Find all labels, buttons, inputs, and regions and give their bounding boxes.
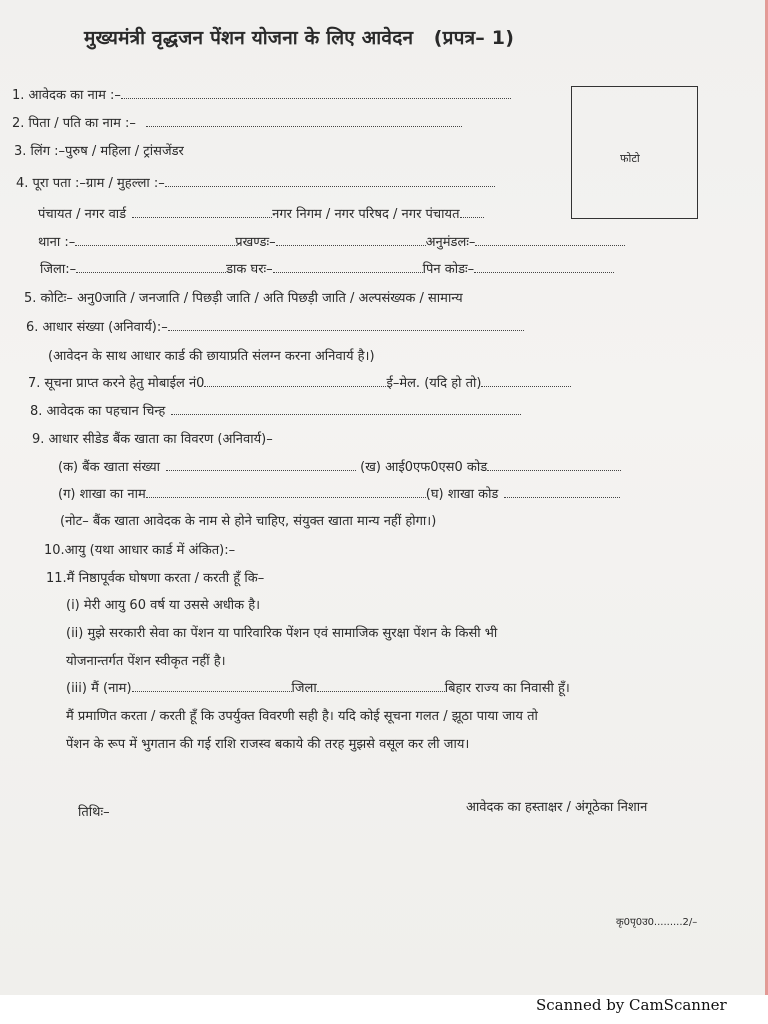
declaration-ii-cont: योजनान्तर्गत पेंशन स्वीकृत नहीं है। xyxy=(66,654,226,669)
field-identification-mark: 8. आवेदक का पहचान चिन्ह xyxy=(30,404,521,420)
field-mobile: 7. सूचना प्राप्त करने हेतु मोबाईल नं0 ई–मेल. (यदि हो तो) xyxy=(28,376,571,392)
field-category: 5. कोटिः– अनु0जाति / जनजाति / पिछड़ी जाति / अति पिछड़ी जाति / अल्पसंख्यक / सामान्य xyxy=(24,291,463,306)
aadhaar-note: (आवेदन के साथ आधार कार्ड की छायाप्रति संलग्न करना अनिवार्य है।) xyxy=(48,349,375,364)
signature-field: आवेदक का हस्ताक्षर / अंगूठेका निशान xyxy=(466,800,648,815)
form-number: (प्रपत्र– 1) xyxy=(433,27,515,49)
page-reference: कृ0पृ0उ0.........2/– xyxy=(616,917,698,928)
declaration-ii: (ii) मुझे सरकारी सेवा का पेंशन या पारिवारिक पेंशन एवं सामाजिक सुरक्षा पेंशन के किसी भी xyxy=(66,626,498,641)
field-district: जिला:– डाक घरः– पिन कोडः– xyxy=(40,262,614,278)
photo-label: फोटो xyxy=(620,152,640,165)
declaration-i: (i) मेरी आयु 60 वर्ष या उससे अधीक है। xyxy=(66,598,261,613)
field-applicant-name: 1. आवेदक का नाम :– xyxy=(12,88,511,104)
date-field: तिथिः– xyxy=(78,805,110,820)
field-age: 10.आयु (यथा आधार कार्ड में अंकित):– xyxy=(44,543,236,558)
field-gender: 3. लिंग :–पुरुष / महिला / ट्रांसजेंडर xyxy=(14,144,184,159)
scanner-watermark: Scanned by CamScanner xyxy=(536,996,727,1014)
certification-line-2: पेंशन के रूप में भुगतान की गई राशि राजस्व बकाये की तरह मुझसे वसूल कर ली जाय। xyxy=(66,737,470,752)
field-thana: थाना :– प्रखण्डः– अनुमंडलः– xyxy=(38,235,625,251)
certification-line-1: मैं प्रमाणित करता / करती हूँ कि उपर्युक्त विवरणी सही है। यदि कोई सूचना गलत / झूठा पाया जाय तो xyxy=(66,709,538,724)
field-address: 4. पूरा पता :–ग्राम / मुहल्ला :– xyxy=(16,176,495,192)
declaration-heading: 11.मैं निष्ठापूर्वक घोषणा करता / करती हूँ कि– xyxy=(46,571,265,586)
form-title: मुख्यमंत्री वृद्धजन पेंशन योजना के लिए आवेदन (प्रपत्र– 1) xyxy=(84,27,515,49)
field-bank-details: 9. आधार सीडेड बैंक खाता का विवरण (अनिवार्य)– xyxy=(32,432,273,447)
field-aadhaar: 6. आधार संख्या (अनिवार्य):– xyxy=(26,320,524,336)
field-father-husband-name: 2. पिता / पति का नाम :– xyxy=(12,116,462,132)
field-account-number: (क) बैंक खाता संख्या (ख) आई0एफ0एस0 कोड xyxy=(58,460,621,476)
declaration-iii: (iii) मैं (नाम) जिला बिहार राज्य का निवासी हूँ। xyxy=(66,681,570,696)
field-panchayat: पंचायत / नगर वार्ड नगर निगम / नगर परिषद / नगर पंचायत xyxy=(38,207,484,223)
photo-box xyxy=(571,86,698,219)
field-branch-name: (ग) शाखा का नाम (घ) शाखा कोड xyxy=(58,487,620,503)
bank-note: (नोट– बैंक खाता आवेदक के नाम से होने चाहिए, संयुक्त खाता मान्य नहीं होगा।) xyxy=(60,514,437,529)
